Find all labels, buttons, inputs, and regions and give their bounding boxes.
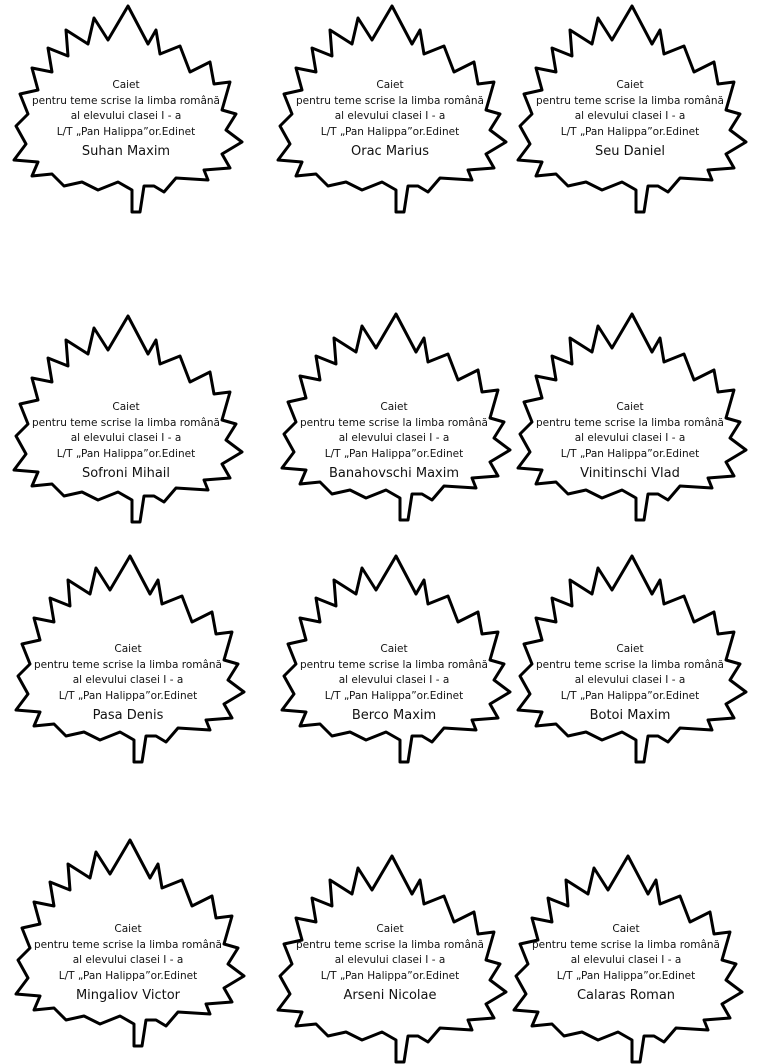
student-name: Mingaliov Victor — [75, 988, 181, 1003]
leaf-label-card — [512, 2, 748, 214]
label-class: al elevului clasei I - a — [70, 110, 182, 122]
label-title: Caiet — [380, 643, 408, 655]
label-title: Caiet — [612, 923, 640, 935]
leaf-label-card — [512, 310, 748, 522]
student-name: Seu Daniel — [594, 144, 666, 159]
label-subject: pentru teme scrise la limba română — [31, 416, 220, 429]
label-class: al elevului clasei I - a — [338, 674, 450, 686]
label-subject: pentru teme scrise la limba română — [535, 94, 724, 107]
label-title: Caiet — [114, 643, 142, 655]
label-title: Caiet — [616, 79, 644, 91]
student-name: Pasa Denis — [92, 708, 164, 723]
label-class: al elevului clasei I - a — [334, 954, 446, 966]
label-subject: pentru teme scrise la limba română — [33, 658, 222, 671]
label-class: al elevului clasei I - a — [574, 110, 686, 122]
label-class: al elevului clasei I - a — [72, 674, 184, 686]
student-name: Botoi Maxim — [589, 708, 671, 723]
label-class: al elevului clasei I - a — [574, 432, 686, 444]
student-name: Arseni Nicolae — [343, 988, 437, 1003]
label-subject: pentru teme scrise la limba română — [535, 658, 724, 671]
label-school: L/T „Pan Halippa”or.Edinet — [58, 969, 198, 982]
label-title: Caiet — [114, 923, 142, 935]
label-subject: pentru teme scrise la limba română — [31, 94, 220, 107]
label-subject: pentru teme scrise la limba română — [295, 938, 484, 951]
leaf-label-card — [272, 2, 508, 214]
label-subject: pentru teme scrise la limba română — [299, 658, 488, 671]
label-class: al elevului clasei I - a — [338, 432, 450, 444]
leaf-label-card — [8, 312, 244, 524]
label-school: L/T „Pan Halippa”or.Edinet — [58, 689, 198, 702]
label-subject: pentru teme scrise la limba română — [33, 938, 222, 951]
label-school: L/T „Pan Halippa”or.Edinet — [56, 447, 196, 460]
leaf-label-card — [8, 2, 244, 214]
label-school: L/T „Pan Halippa”or.Edinet — [56, 125, 196, 138]
student-name: Banahovschi Maxim — [328, 466, 460, 481]
label-school: L/T „Pan Halippa”or.Edinet — [324, 689, 464, 702]
label-title: Caiet — [616, 401, 644, 413]
leaf-label-card — [10, 552, 246, 764]
leaf-label-card — [508, 852, 744, 1064]
leaf-label-card — [276, 310, 512, 522]
label-school: L/T „Pan Halippa”or.Edinet — [560, 447, 700, 460]
student-name: Sofroni Mihail — [81, 466, 171, 481]
label-title: Caiet — [112, 401, 140, 413]
student-name: Orac Marius — [351, 144, 429, 159]
leaf-label-card — [276, 552, 512, 764]
label-school: L/T „Pan Halippa”or.Edinet — [324, 447, 464, 460]
student-name: Suhan Maxim — [81, 144, 171, 159]
label-title: Caiet — [376, 79, 404, 91]
label-title: Caiet — [112, 79, 140, 91]
label-school: L/T „Pan Halippa”or.Edinet — [320, 969, 460, 982]
label-class: al elevului clasei I - a — [72, 954, 184, 966]
label-school: L/T „Pan Halippa”or.Edinet — [556, 969, 696, 982]
label-subject: pentru teme scrise la limba română — [535, 416, 724, 429]
leaf-label-card — [10, 836, 246, 1048]
label-school: L/T „Pan Halippa”or.Edinet — [560, 125, 700, 138]
label-title: Caiet — [616, 643, 644, 655]
student-name: Calaras Roman — [576, 988, 676, 1003]
label-class: al elevului clasei I - a — [70, 432, 182, 444]
label-class: al elevului clasei I - a — [574, 674, 686, 686]
label-subject: pentru teme scrise la limba română — [299, 416, 488, 429]
label-title: Caiet — [376, 923, 404, 935]
leaf-label-card — [272, 852, 508, 1064]
leaf-label-card — [512, 552, 748, 764]
label-class: al elevului clasei I - a — [334, 110, 446, 122]
student-name: Berco Maxim — [351, 708, 437, 723]
label-school: L/T „Pan Halippa”or.Edinet — [320, 125, 460, 138]
label-school: L/T „Pan Halippa”or.Edinet — [560, 689, 700, 702]
student-name: Vinitinschi Vlad — [580, 466, 680, 481]
label-subject: pentru teme scrise la limba română — [295, 94, 484, 107]
label-title: Caiet — [380, 401, 408, 413]
label-class: al elevului clasei I - a — [570, 954, 682, 966]
label-subject: pentru teme scrise la limba română — [531, 938, 720, 951]
